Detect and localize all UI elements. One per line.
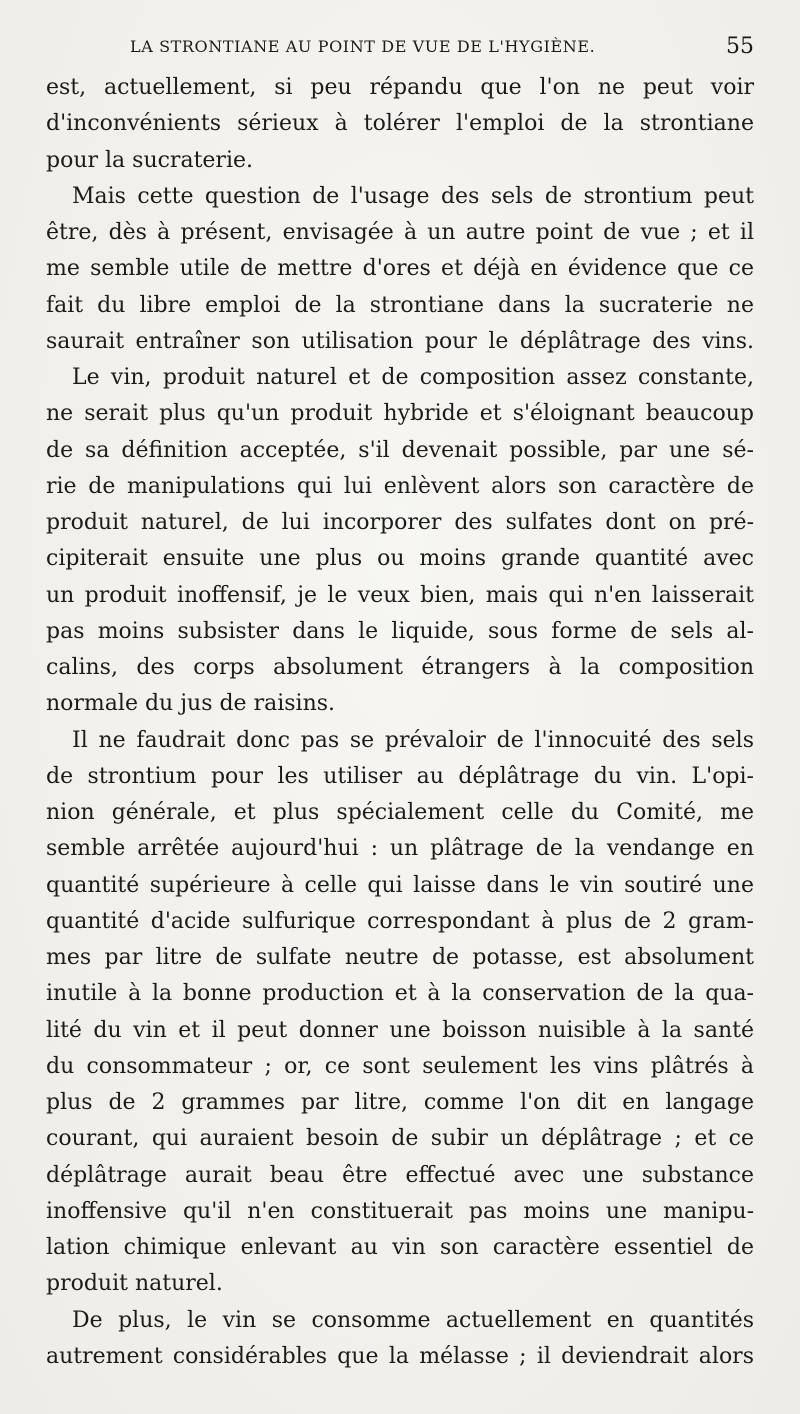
- paragraph: [46, 360, 754, 723]
- text-line: Le vin, produit naturel et de composition assez constante,: [72, 365, 754, 390]
- text-line: saurait entraîner son utilisation pour le déplâtrage des vins.: [46, 328, 754, 354]
- text-line: produit naturel.: [46, 1271, 223, 1297]
- text-line: fait du libre emploi de la strontiane dans la sucraterie ne: [46, 292, 754, 318]
- text-line: nion générale, et plus spécialement celle du Comité, me: [46, 800, 754, 825]
- text-line: me semble utile de mettre d'ores et déjà en évidence que ce: [46, 256, 754, 282]
- text-line: du consommateur ; or, ce sont seulement les vins plâtrés à: [46, 1053, 754, 1079]
- text-line: un produit inoffensif, je le veux bien, mais qui n'en laisserait: [46, 582, 754, 608]
- text-line: inutile à la bonne production et à la conservation de la qua-: [46, 981, 754, 1007]
- text-line: semble arrêtée aujourd'hui : un plâtrage de la vendange en: [46, 836, 754, 862]
- running-title: LA STRONTIANE AU POINT DE VUE DE L'HYGIÈNE.: [130, 37, 596, 56]
- text-line: être, dès à présent, envisagée à un autre point de vue ; et il: [46, 220, 754, 245]
- text-line: autrement considérables que la mélasse ; il deviendrait alors: [46, 1343, 754, 1369]
- text-line: de sa définition acceptée, s'il devenait possible, par une sé-: [46, 437, 754, 463]
- text-line: lation chimique enlevant au vin son caractère essentiel de: [46, 1235, 754, 1260]
- text-line: quantité supérieure à celle qui laisse dans le vin soutiré une: [46, 872, 754, 898]
- text-line: calins, des corps absolument étrangers à la composition: [46, 655, 754, 680]
- paragraph: [46, 179, 754, 360]
- text-line: plus de 2 grammes par litre, comme l'on dit en langage: [46, 1090, 754, 1115]
- text-line: est, actuellement, si peu répandu que l'on ne peut voir: [46, 75, 754, 100]
- text-line: Mais cette question de l'usage des sels de strontium peut: [72, 183, 754, 209]
- text-line: d'inconvénients sérieux à tolérer l'emploi de la strontiane: [46, 111, 754, 137]
- running-head: [130, 30, 754, 64]
- text-line: mes par litre de sulfate neutre de potasse, est absolument: [46, 945, 754, 970]
- paragraph: [46, 1303, 754, 1376]
- paragraph: [46, 70, 754, 179]
- text-line: déplâtrage aurait beau être effectué avec une substance: [46, 1162, 754, 1188]
- text-line: inoffensive qu'il n'en constituerait pas moins une manipu-: [46, 1198, 754, 1224]
- text-line: cipiterait ensuite une plus ou moins grande quantité avec: [46, 546, 754, 572]
- text-line: De plus, le vin se consomme actuellement en quantités: [72, 1307, 754, 1333]
- text-line: pas moins subsister dans le liquide, sous forme de sels al-: [46, 618, 754, 644]
- text-line: lité du vin et il peut donner une boisson nuisible à la santé: [46, 1017, 754, 1043]
- text-line: de strontium pour les utiliser au déplâtrage du vin. L'opi-: [46, 763, 754, 789]
- text-line: produit naturel, de lui incorporer des sulfates dont on pré-: [46, 510, 754, 535]
- text-line: Il ne faudrait donc pas se prévaloir de l'innocuité des sels: [72, 727, 754, 753]
- text-line: ne serait plus qu'un produit hybride et s'éloignant beaucoup: [46, 401, 754, 427]
- page-number: 55: [726, 34, 754, 59]
- text-line: rie de manipulations qui lui enlèvent alors son caractère de: [46, 473, 754, 499]
- text-line: pour la sucraterie.: [46, 147, 253, 173]
- text-line: courant, qui auraient besoin de subir un déplâtrage ; et ce: [46, 1126, 754, 1152]
- paragraph: [46, 723, 754, 1303]
- text-line: normale du jus de raisins.: [46, 691, 336, 717]
- text-line: quantité d'acide sulfurique correspondant à plus de 2 gram-: [46, 908, 754, 934]
- body-text: [46, 70, 754, 1375]
